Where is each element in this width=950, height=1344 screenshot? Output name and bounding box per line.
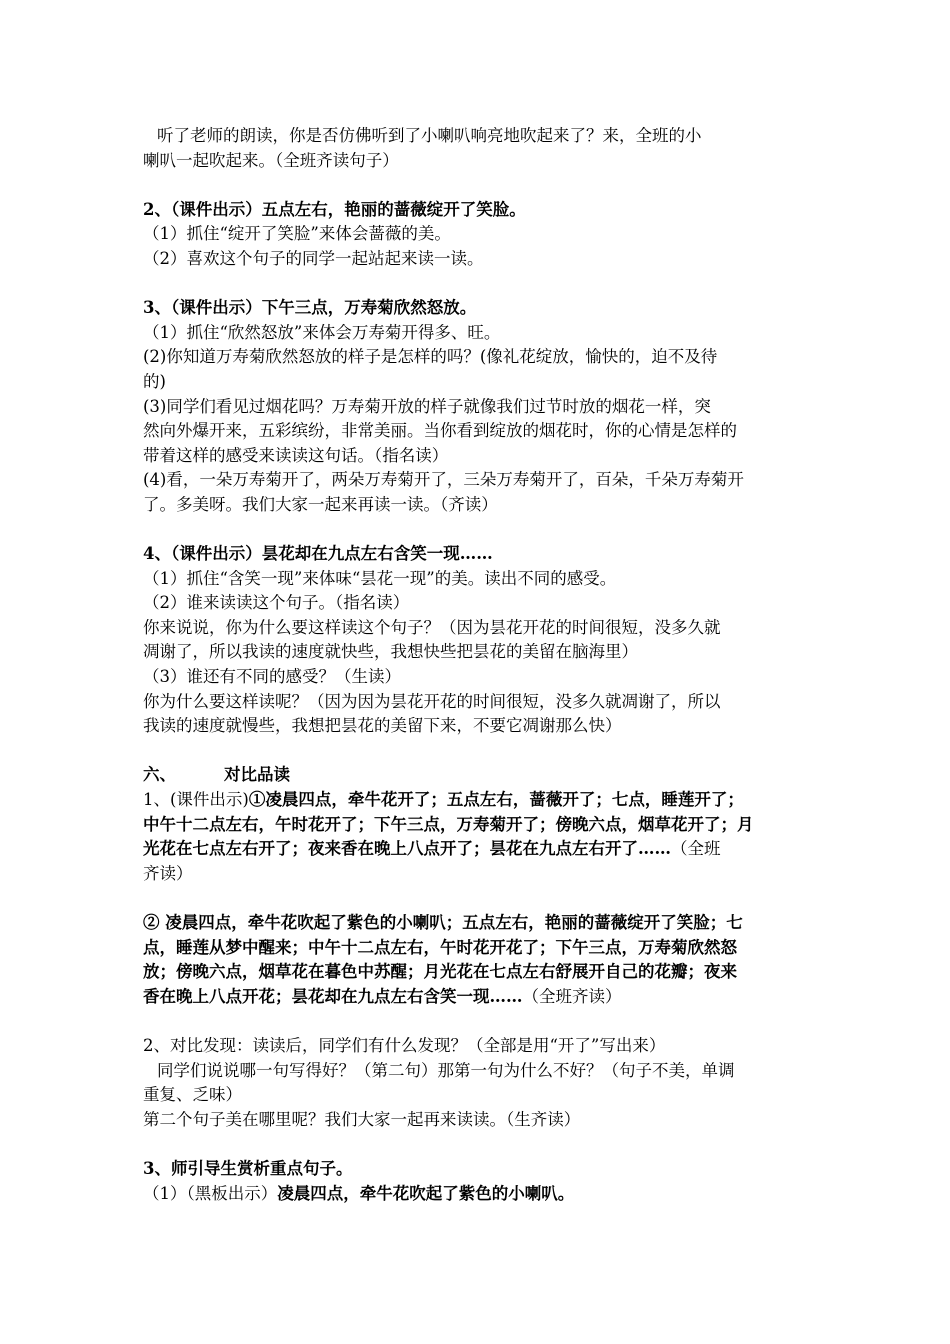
paragraph-line [143,985,813,1010]
paragraph-line: 点，睡莲从梦中醒来；中午十二点左右，午时花开花了；下午三点，万寿菊欣然怒 [143,937,737,957]
paragraph-line: (4)看，一朵万寿菊开了，两朵万寿菊开了，三朵万寿菊开了，百朵，千朵万寿菊开 [143,470,744,490]
note: （全班齐读） [522,986,622,1006]
paragraph-line: 第二个句子美在哪里呢？我们大家一起再来读读。（生齐读） [143,1109,581,1129]
item-prefix: 1、(课件出示) [143,790,249,810]
paragraph-line: （1）抓住“欣然怒放”来体会万寿菊开得多、旺。 [143,322,501,342]
paragraph-line: （3）谁还有不同的感受？（生读） [143,667,401,687]
item-prefix: （1）（黑板出示） [143,1183,278,1203]
sentence-part: 凌晨四点，牵牛花吹起了紫色的小喇叭。 [277,1183,575,1203]
paragraph-line: 带着这样的感受来读读这句话。（指名读） [143,445,449,465]
paragraph-line: 中午十二点左右，午时花开了；下午三点，万寿菊开了；傍晚六点，烟草花开了；月 [143,814,754,834]
paragraph-line: 你为什么要这样读呢？（因为因为昙花开花的时间很短，没多久就凋谢了，所以 [143,691,721,711]
paragraph-line: 齐读） [143,863,193,883]
paragraph-line: （2）喜欢这个句子的同学一起站起来读一读。 [143,248,484,268]
section-title: 对比品读 [224,765,290,785]
paragraph-line [143,788,813,813]
section-heading: 3、（课件出示）下午三点，万寿菊欣然怒放。 [143,298,477,318]
sentence-part: 香在晚上八点开花；昙花却在九点左右含笑一现…… [143,986,523,1006]
paragraph-line: 同学们说说哪一句写得好？（第二句）那第一句为什么不好？（句子不美，单调 [157,1060,735,1080]
paragraph-line: (3)同学们看见过烟花吗？万寿菊开放的样子就像我们过节时放的烟花一样，突 [143,396,711,416]
paragraph-line: （1）抓住“绽开了笑脸”来体会蔷薇的美。 [143,224,451,244]
section-heading: 3、师引导生赏析重点句子。 [143,1158,353,1178]
paragraph-line: 放；傍晚六点，烟草花在暮色中苏醒；月光花在七点左右舒展开自己的花瓣；夜来 [143,962,737,982]
paragraph-line: 我读的速度就慢些，我想把昙花的美留下来，不要它凋谢那么快） [143,716,622,736]
paragraph-line: 凋谢了，所以我读的速度就快些，我想快些把昙花的美留在脑海里） [143,642,638,662]
paragraph-line: 重复、乏味） [143,1085,242,1105]
paragraph-line: 听了老师的朗读，你是否仿佛听到了小喇叭响亮地吹起来了？来，全班的小 [157,126,702,145]
section-heading-six [143,763,813,788]
paragraph-line: （1）抓住“含笑一现”来体味“昙花一现”的美。读出不同的感受。 [143,568,617,588]
sentence-part: ①凌晨四点，牵牛花开了；五点左右，蔷薇开了；七点，睡莲开了； [248,790,744,810]
paragraph-line: 了。多美呀。我们大家一起来再读一读。（齐读） [143,494,498,514]
paragraph-line: 然向外爆开来，五彩缤纷，非常美丽。当你看到绽放的烟花时，你的心情是怎样的 [143,421,737,441]
paragraph-line: 喇叭一起吹起来。（全班齐读句子） [143,150,399,170]
paragraph-line: 你来说说，你为什么要这样读这个句子？（因为昙花开花的时间很短，没多久就 [143,617,721,637]
sentence-part: 光花在七点左右开了；夜来香在晚上八点开了；昙花在九点左右开了…… [143,839,671,859]
section-heading: 2、（课件出示）五点左右，艳丽的蔷薇绽开了笑脸。 [143,199,526,219]
paragraph-line [143,837,813,862]
note: （全班 [671,839,721,859]
paragraph-line: (2)你知道万寿菊欣然怒放的样子是怎样的吗？(像礼花绽放，愉快的，迫不及待 [143,347,718,367]
paragraph-line [143,1182,813,1207]
paragraph-line: （2）谁来读读这个句子。（指名读） [143,593,410,613]
paragraph-line: ② 凌晨四点，牵牛花吹起了紫色的小喇叭；五点左右，艳丽的蔷薇绽开了笑脸；七 [143,913,743,932]
section-number: 六、 [143,765,176,785]
paragraph-line: 2、对比发现：读读后，同学们有什么发现？（全部是用“开了”写出来） [143,1035,666,1055]
section-heading: 4、（课件出示）昙花却在九点左右含笑一现…… [143,544,493,564]
document-body [143,124,813,1206]
paragraph-line: 的) [143,371,166,391]
